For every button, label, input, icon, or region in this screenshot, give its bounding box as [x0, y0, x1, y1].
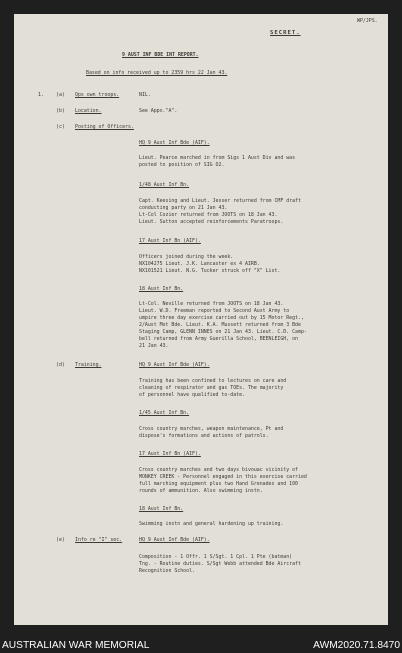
paragraph-line: 2/Aust Mot Bde. Lieut. K.A. Mussett returned from 3 Bde — [139, 322, 301, 328]
section-letter-e: (e) — [56, 537, 65, 543]
paragraph-line: NX101521 Lieut. N.G. Tucker struck off "X" List. — [139, 268, 281, 274]
paragraph-line: Cross country marches, weapon maintenance, Pt and — [139, 426, 284, 432]
heading-info-i-sec: Info re "I" sec. — [75, 537, 123, 543]
unit-heading: 18 Aust Inf Bn. — [139, 506, 184, 512]
heading-ops-own-troops: Ops own troops. — [75, 92, 120, 98]
unit-heading: HQ 9 Aust Inf Bde (AIF). — [139, 140, 210, 146]
paragraph-line: cleaning of respirator and gas TOEs. The majority — [139, 385, 284, 391]
report-subtitle: Based on info received up to 2359 hrs 22 Jan 43. — [86, 70, 228, 76]
classification-mark: SECRET. — [270, 30, 301, 36]
paragraph-line: Lieut. W.D. Freeman reported to Second Aust Army to — [139, 308, 290, 314]
paragraph-line: conducting party on 21 Jan 43. — [139, 205, 228, 211]
paragraph-line: NX104275 Lieut. J.K. Lancaster ex 4 AIRB. — [139, 261, 260, 267]
paragraph-line: Training has been confined to lectures on care and — [139, 378, 287, 384]
paragraph-line: Recognition School. — [139, 568, 195, 574]
paragraph-line: Composition - 1 Offr. 1 S/Sgt. 1 Cpl. 1 Pte (batman) — [139, 554, 293, 560]
paragraph-line: posted to position of SIG O2. — [139, 162, 225, 168]
footer-source: AUSTRALIAN WAR MEMORIAL — [2, 640, 150, 651]
reference-mark: WP/JPS. — [357, 18, 378, 24]
unit-heading: 17 Aust Inf Bn (AIF). — [139, 238, 201, 244]
report-title: 9 AUST INF BDE INT REPORT. — [122, 52, 199, 58]
paragraph-line: Cross country marches and two days bivouac vicinity of — [139, 467, 298, 473]
document-page — [14, 14, 388, 625]
paragraph-line: Officers joined during the week. — [139, 254, 234, 260]
paragraph-line: umpire three day exercise carried out by 15 Motor Regt., — [139, 315, 304, 321]
section-letter-a: (a) — [56, 92, 65, 98]
paragraph-line: Lieut. Sutton accepted reinforcements Paratroops. — [139, 219, 284, 225]
paragraph-line: bell returned from Army Guerilla School, BEENLEIGH, on — [139, 336, 298, 342]
unit-heading: 18 Aust Inf Bn. — [139, 286, 184, 292]
paragraph-line: full marching equipment plus two Hand Grenades and 100 — [139, 481, 298, 487]
heading-posting-of-officers: Posting of Officers. — [75, 124, 134, 130]
paragraph-line: MONKEY CREEK - Personnel engaged in this exercise carried — [139, 474, 307, 480]
unit-heading: 1/45 Aust Inf Bn. — [139, 410, 190, 416]
unit-heading: HQ 9 Aust Inf Bde (AIF). — [139, 537, 210, 543]
section-letter-c: (c) — [56, 124, 65, 130]
paragraph-line: 21 Jan 43. — [139, 343, 169, 349]
section-letter-b: (b) — [56, 108, 65, 114]
heading-location: Location. — [75, 108, 102, 114]
heading-training: Training. — [75, 362, 102, 368]
footer-accession-number: AWM2020.71.8470 — [313, 640, 400, 651]
ops-own-troops-value: NIL. — [139, 92, 151, 98]
paragraph-line: Capt. Keesing and Lieut. Jesser returned from CMF draft — [139, 198, 301, 204]
unit-heading: 17 Aust Inf Bn (AIF). — [139, 451, 201, 457]
paragraph-line: Tng. - Routine duties. S/Sgt Webb attended Bde Aircraft — [139, 561, 301, 567]
archive-footer — [0, 627, 402, 653]
paragraph-line: Staging Camp, GLENN INNES on 21 Jan 43. Lieut. C.D. Camp- — [139, 329, 307, 335]
paragraph-line: Swimming instn and general hardening up training. — [139, 521, 284, 527]
paragraph-line: of personnel have qualified to-date. — [139, 392, 245, 398]
paragraph-line: dispose's formations and actions of patrols. — [139, 433, 269, 439]
paragraph-line: Lieut. Pearce marched in from Sigs 1 Aust Div and was — [139, 155, 296, 161]
paragraph-line: Lt-Col Cozier returned from JOOTS on 18 Jan 43. — [139, 212, 278, 218]
section-number: 1. — [38, 92, 44, 98]
paragraph-line: rounds of ammunition. Also swimming instn. — [139, 488, 263, 494]
paragraph-line: Lt-Col. Neville returned from JOOTS on 18 Jan 43. — [139, 301, 284, 307]
location-value: See Appx."A". — [139, 108, 178, 114]
unit-heading: 1/48 Aust Inf Bn. — [139, 182, 190, 188]
unit-heading: HQ 9 Aust Inf Bde (AIF). — [139, 362, 210, 368]
section-letter-d: (d) — [56, 362, 65, 368]
